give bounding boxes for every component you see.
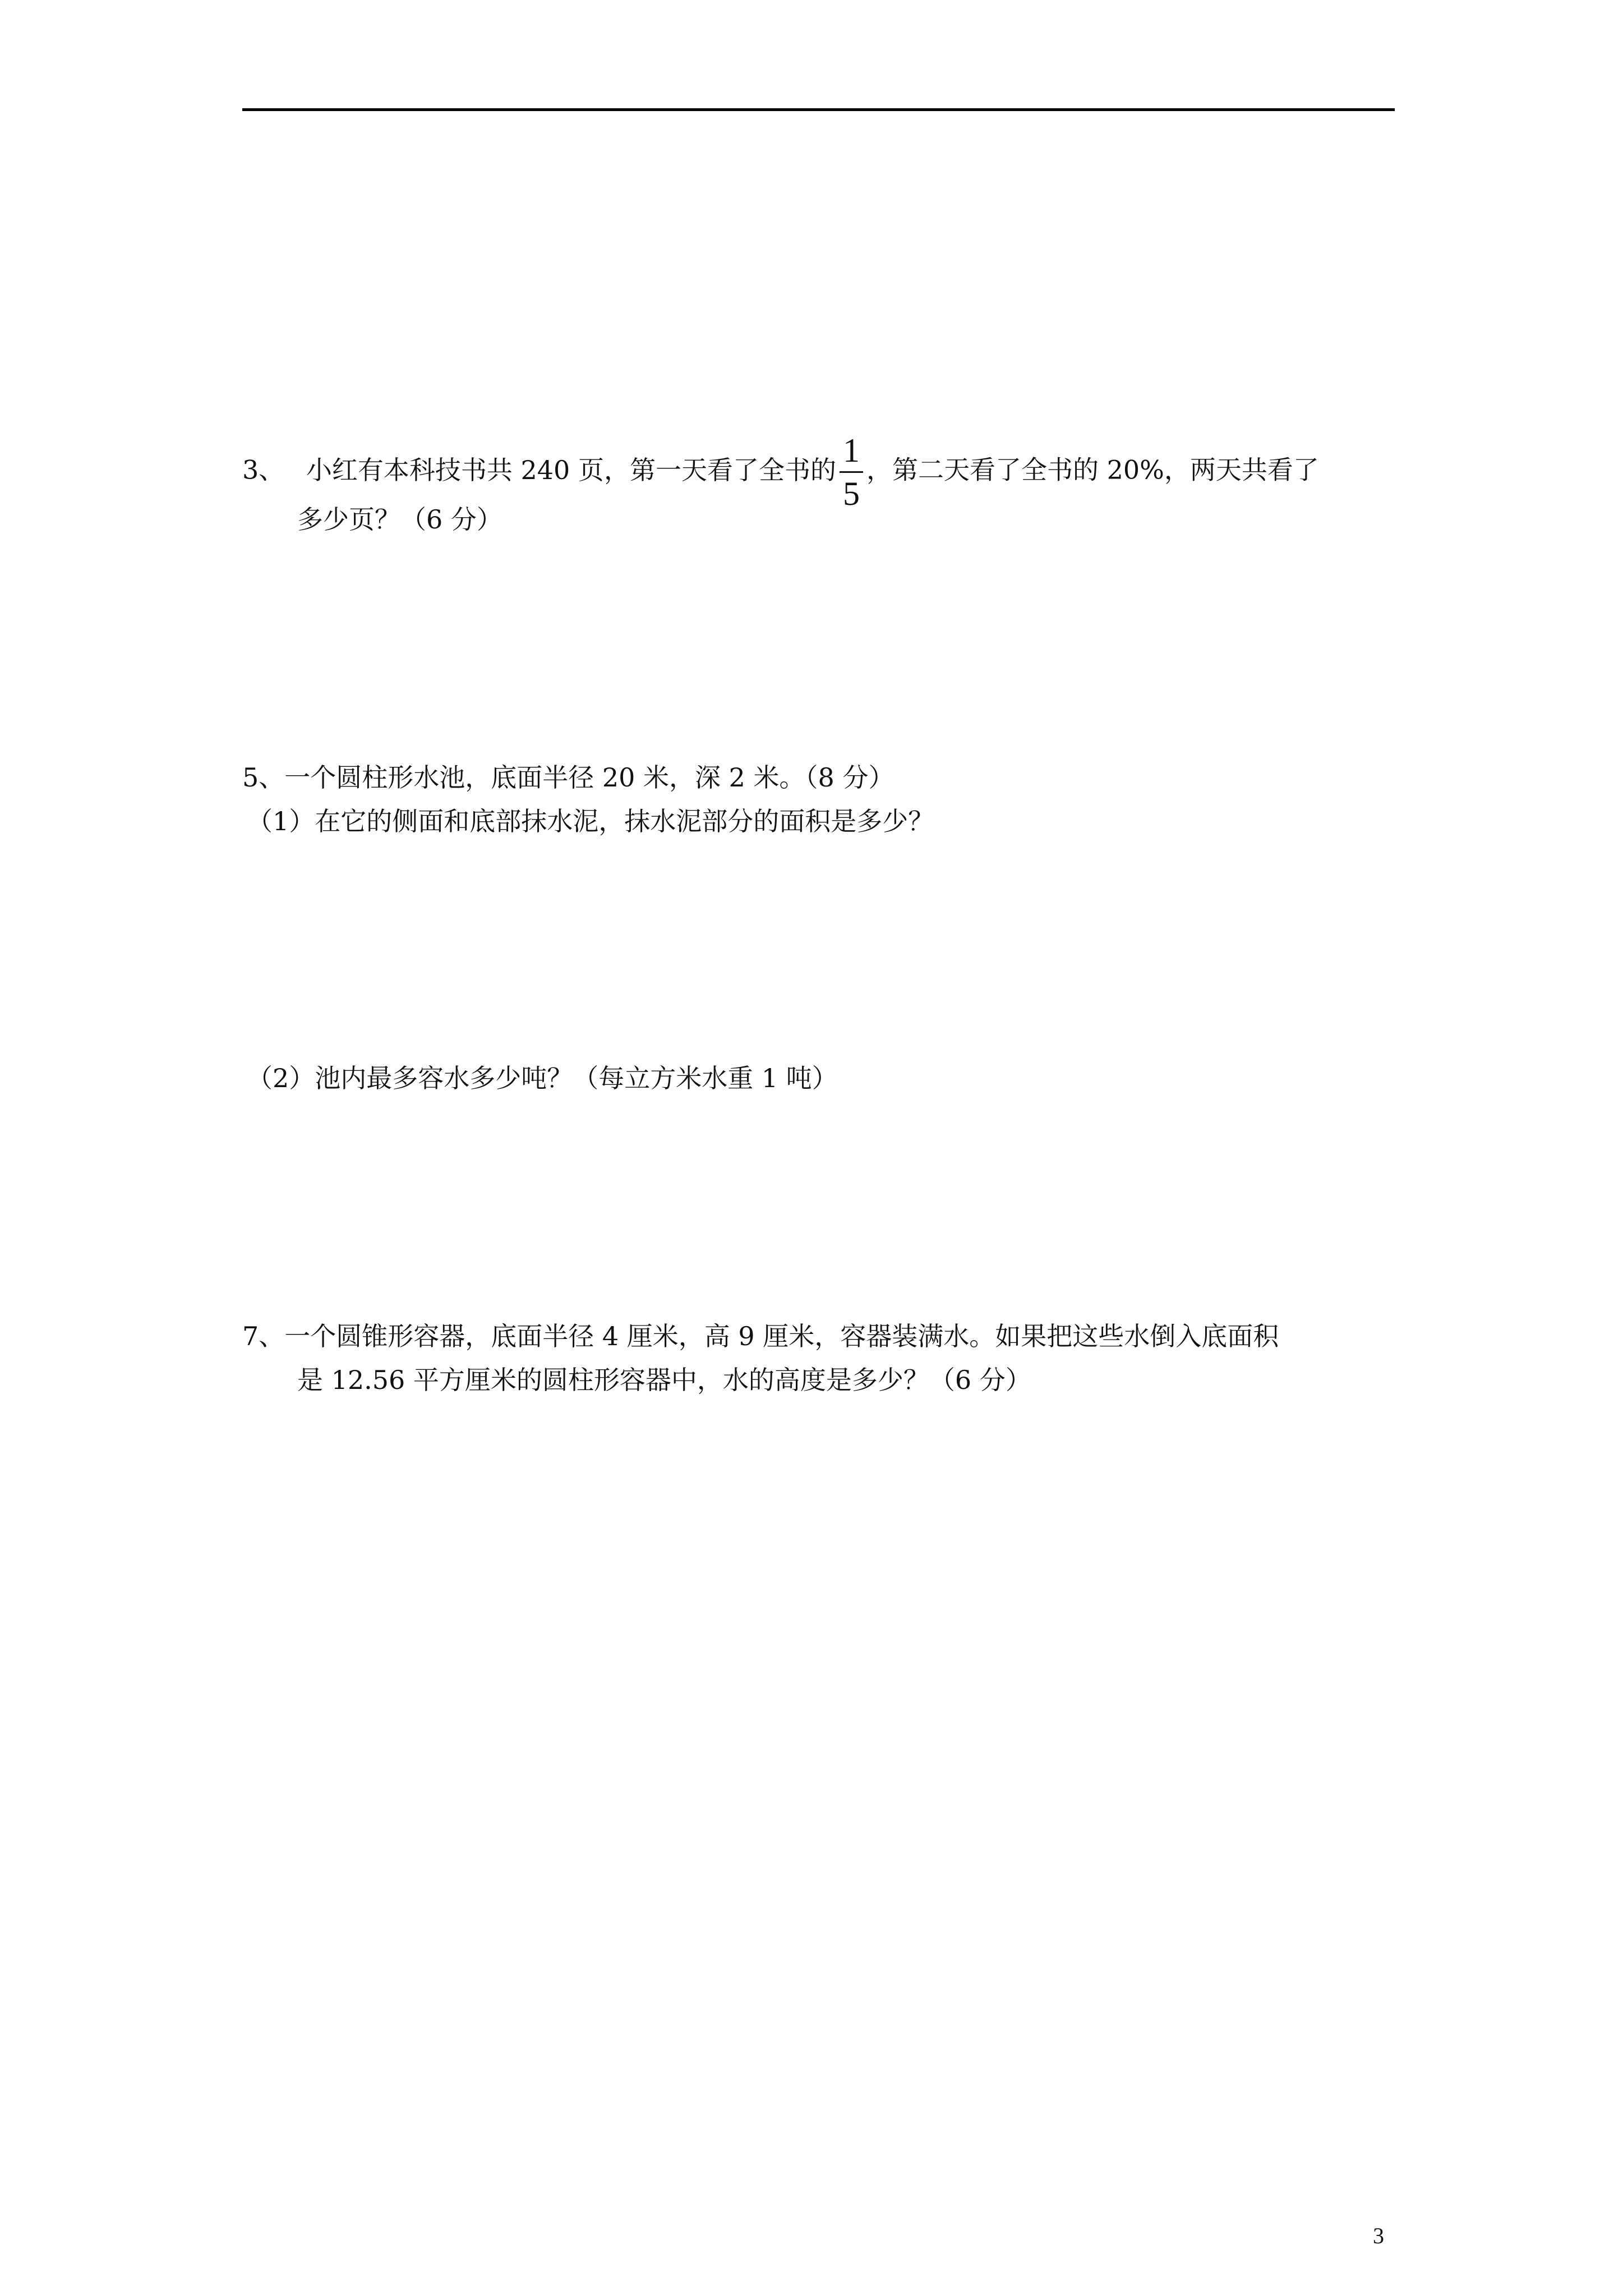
question-3-number: 3、 bbox=[242, 454, 285, 485]
question-3-text-before: 小红有本科技书共 240 页，第一天看了全书的 bbox=[306, 454, 836, 485]
question-5-part-1: （1）在它的侧面和底部抹水泥，抹水泥部分的面积是多少？ bbox=[247, 806, 934, 836]
question-3-line-2: 多少页？（6 分） bbox=[297, 504, 502, 535]
question-7-line-2: 是 12.56 平方厘米的圆柱形容器中，水的高度是多少？（6 分） bbox=[297, 1365, 1031, 1395]
page-number: 3 bbox=[1373, 2223, 1384, 2248]
fraction-one-fifth bbox=[840, 431, 863, 513]
fraction-denominator: 5 bbox=[842, 475, 860, 512]
question-7-line-1: 7、一个圆锥形容器，底面半径 4 厘米，高 9 厘米，容器装满水。如果把这些水倒入底面积 bbox=[242, 1321, 1279, 1351]
header-rule bbox=[242, 108, 1395, 111]
question-5-line-1: 5、一个圆柱形水池，底面半径 20 米，深 2 米。（8 分） bbox=[242, 762, 895, 793]
question-3-text-after: ，第二天看了全书的 20%，两天共看了 bbox=[866, 454, 1319, 485]
fraction-numerator: 1 bbox=[842, 432, 860, 469]
fraction-bar bbox=[840, 471, 863, 473]
question-5-part-2: （2）池内最多容水多少吨？（每立方米水重 1 吨） bbox=[247, 1063, 838, 1093]
question-3-line-1 bbox=[242, 431, 1319, 513]
